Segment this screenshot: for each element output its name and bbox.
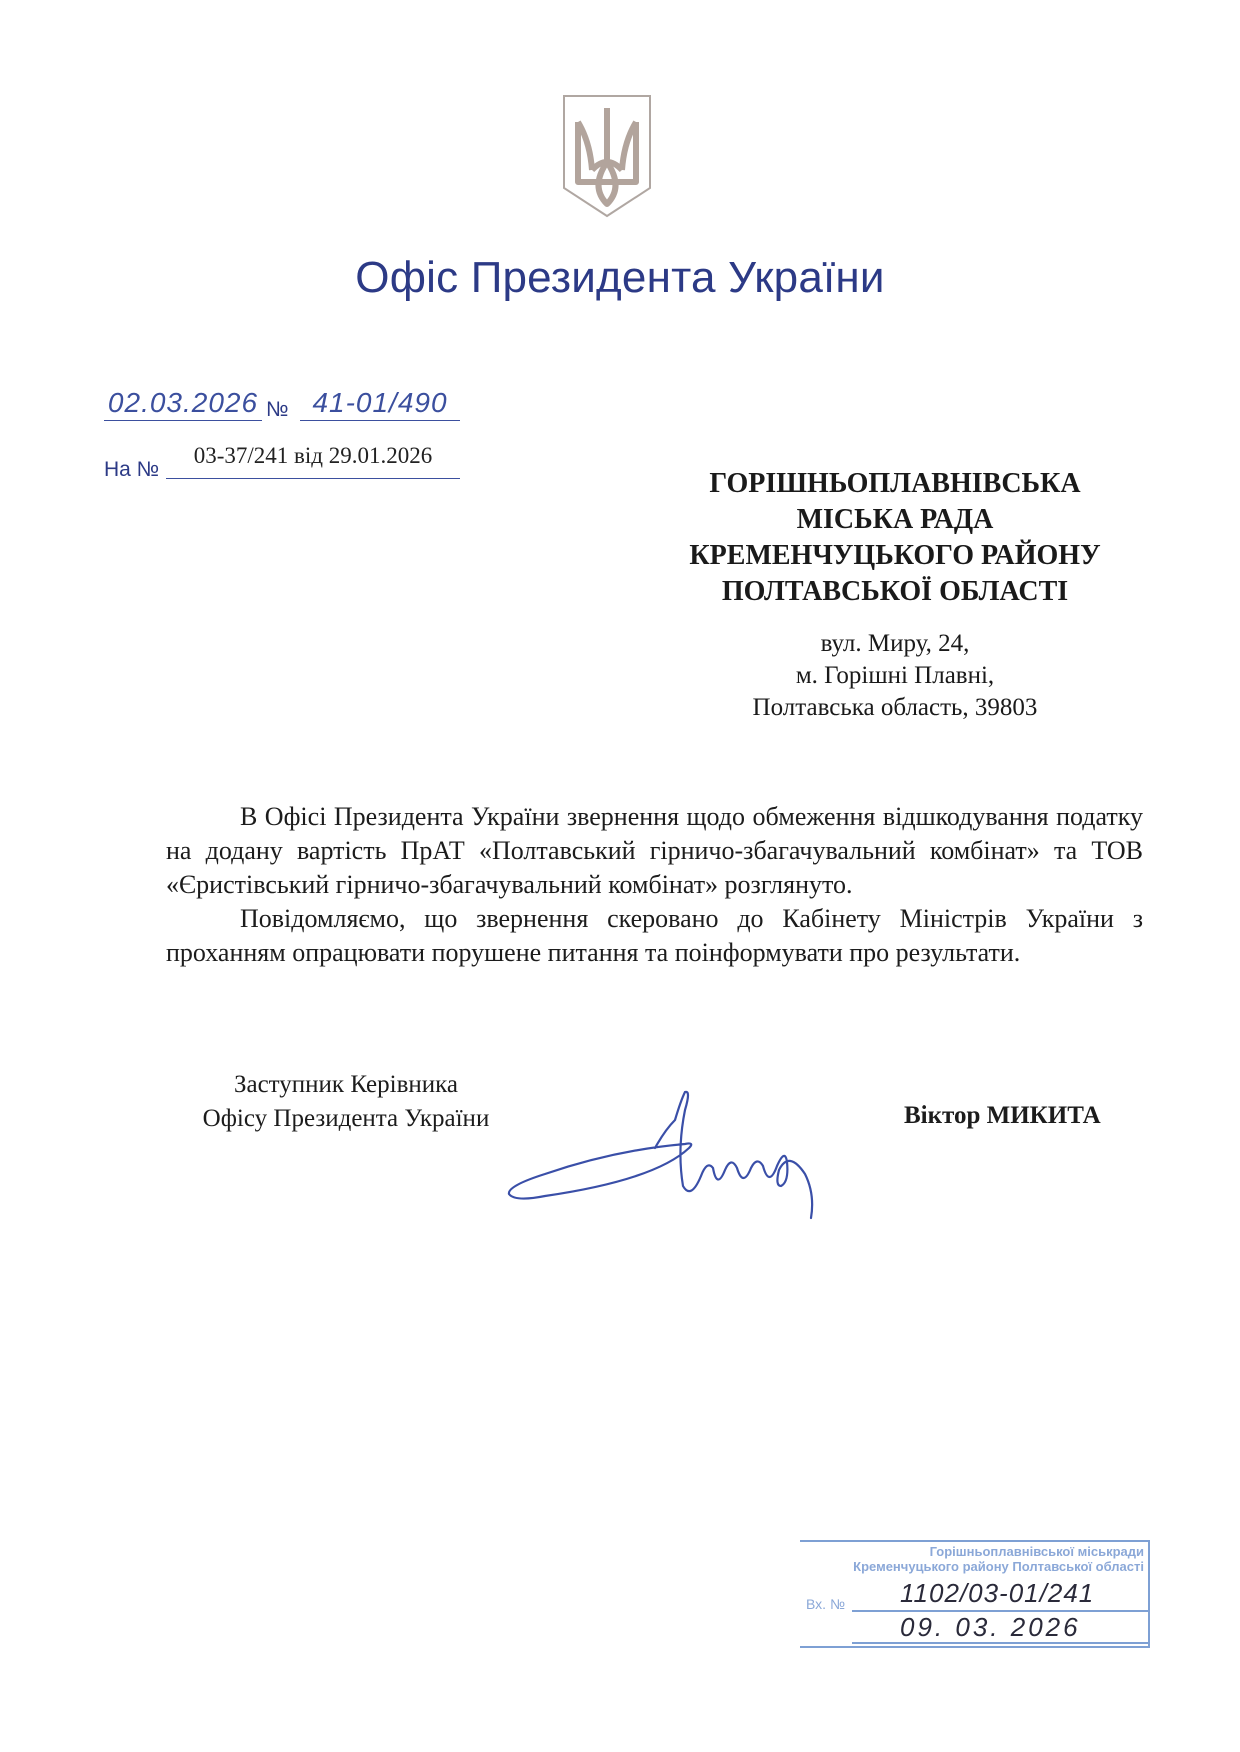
address-line: вул. Миру, 24, [820, 630, 970, 657]
signatory-title [166, 1068, 526, 1136]
body-paragraph: Повідомляємо, що звернення скеровано до Кабінету Міністрів України з проханням опрацювати порушене питання та поінформувати про результати. [166, 904, 1143, 967]
recipient-line: МІСЬКА РАДА [796, 504, 994, 535]
reference-value: 03-37/241 від 29.01.2026 [193, 443, 433, 468]
number-sign: № [266, 398, 289, 421]
letter-body [166, 800, 1143, 970]
coat-of-arms-icon [560, 92, 654, 220]
recipient-line: ПОЛТАВСЬКОЇ ОБЛАСТІ [721, 576, 1069, 607]
recipient-address [700, 628, 1090, 724]
reference-label: На № [104, 458, 160, 481]
stamp-org-line: Горішньоплавнівської міськради [929, 1544, 1144, 1559]
outgoing-number: 41-01/490 [300, 386, 460, 421]
recipient-line: КРЕМЕНЧУЦЬКОГО РАЙОНУ [689, 540, 1101, 571]
incoming-number: 1102/03-01/241 [900, 1578, 1095, 1608]
recipient-line: ГОРІШНЬОПЛАВНІВСЬКА [709, 468, 1081, 499]
recipient-block [660, 466, 1130, 610]
stamp-org-line: Кременчуцького району Полтавської області [853, 1559, 1144, 1574]
incoming-date: 09. 03. 2026 [900, 1612, 1081, 1642]
signatory-title-line: Офісу Президента України [202, 1105, 490, 1132]
outgoing-date: 02.03.2026 [104, 386, 262, 421]
stamp-field-line [852, 1642, 1148, 1644]
body-paragraph: В Офісі Президента України звернення щодо обмеження відшкодування податку на додану вартість ПрАТ «Полтавський гірничо-збагачувальний комбінат» та ТОВ «Єристівський гірничо-збагачувальний комбінат» розглянуто. [166, 802, 1143, 899]
signatory-name: Віктор МИКИТА [904, 1102, 1101, 1129]
address-line: м. Горішні Плавні, [795, 662, 995, 689]
address-line: Полтавська область, 39803 [752, 694, 1038, 721]
organization-title: Офіс Президента України [355, 253, 885, 302]
handwritten-signature [505, 1090, 875, 1220]
signatory-title-line: Заступник Керівника [233, 1071, 459, 1098]
stamp-number-label: Вх. № [806, 1596, 845, 1612]
